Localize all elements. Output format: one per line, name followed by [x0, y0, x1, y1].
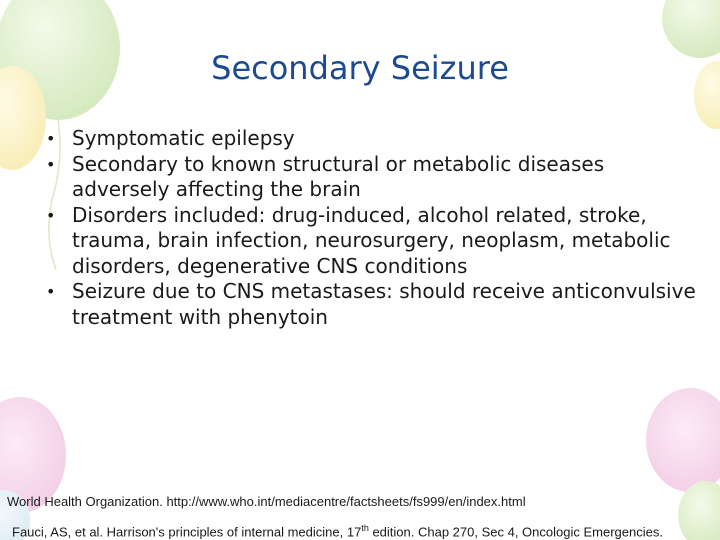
reference-harrison-text: Fauci, AS, et al. Harrison's principles of internal medicine, 17 — [12, 524, 362, 540]
bullet-marker: • — [46, 205, 56, 225]
bullet-item — [46, 152, 696, 203]
bullet-text: Disorders included: drug-induced, alcohol related, stroke, trauma, brain infection, neurosurgery, neoplasm, metabolic disorders, degenerative CNS conditions — [72, 202, 671, 278]
bullet-text: Secondary to known structural or metabolic diseases adversely affecting the brain — [72, 151, 605, 201]
reference-harrison-superscript: th — [361, 523, 369, 533]
slide-title: Secondary Seizure — [211, 49, 509, 87]
balloon-pink-right — [646, 388, 720, 492]
bullet-marker: • — [46, 129, 56, 148]
reference-harrison-text-end: edition. Chap 270, Sec 4, Oncologic Emergencies. — [368, 524, 663, 540]
bullet-item — [46, 203, 696, 280]
bullet-text: Seizure due to CNS metastases: should receive anticonvulsive treatment with phenytoin — [72, 279, 696, 329]
bullet-item — [46, 279, 696, 330]
bullet-marker: • — [46, 282, 56, 301]
bullet-item — [46, 126, 696, 152]
reference-who: World Health Organization. http://www.who.int/mediacentre/factsheets/fs999/en/index.html — [7, 494, 526, 509]
bullet-text: Symptomatic epilepsy — [72, 126, 295, 150]
reference-harrison — [12, 520, 663, 540]
bullet-list — [46, 126, 696, 330]
bullet-marker: • — [46, 154, 56, 174]
